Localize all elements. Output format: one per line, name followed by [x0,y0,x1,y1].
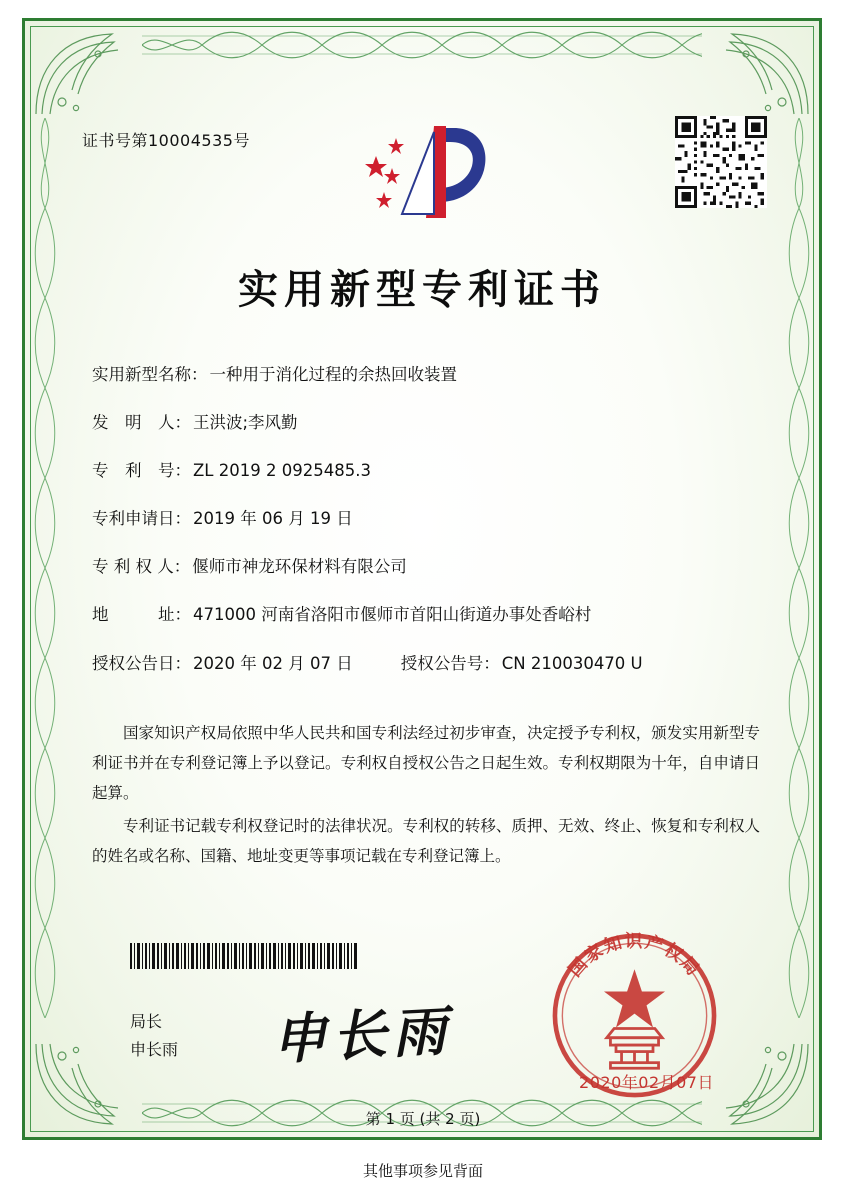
certificate-number: 证书号第10004535号 [82,131,250,150]
field-value: ZL 2019 2 0925485.3 [193,461,371,481]
field-list [92,363,762,700]
field-value: 471000 河南省洛阳市偃师市首阳山街道办事处香峪村 [193,605,592,625]
paragraph-1: 国家知识产权局依照中华人民共和国专利法经过初步审查，决定授予专利权，颁发实用新型专利证书并在专利登记簿上予以登记。专利权自授权公告之日起生效。专利权期限为十年，自申请日起算。 [92,724,760,803]
field-patentee [92,555,762,578]
field-label: 专 利 号： [92,461,191,481]
top-edge-ornament [142,28,702,62]
grant-date-label: 授权公告日： [92,653,191,673]
right-edge-ornament [786,118,812,1018]
seal-date: 2020年02月07日 [579,1073,714,1092]
qr-code-icon [675,116,767,208]
cnipa-logo-icon [362,118,492,228]
field-value: 一种用于消化过程的余热回收装置 [209,365,457,384]
page-title: 实用新型专利证书 [238,267,606,313]
body-text [92,718,760,873]
field-patent-number [92,459,762,482]
handwritten-signature: 申长雨 [270,998,454,1072]
barcode [130,943,360,969]
left-edge-ornament [32,118,58,1018]
field-value: 偃师市神龙环保材料有限公司 [192,557,407,577]
field-label: 实用新型名称： [92,365,208,384]
director-title: 局长 [130,1012,163,1031]
field-label: 专 利 权 人： [92,557,191,577]
corner-ornament-top-left [32,28,152,118]
svg-text:国家知识产权局: 国家知识产权局 [565,932,704,982]
grant-date-value: 2020 年 02 月 07 日 [193,653,353,673]
field-utility-model-name [92,363,762,386]
signature-labels [130,1008,178,1064]
field-label: 地 址： [92,605,191,625]
director-name: 申长雨 [130,1040,179,1059]
corner-ornament-top-right [692,28,812,118]
paragraph-2: 专利证书记载专利权登记时的法律状况。专利权的转移、质押、无效、终止、恢复和专利权人的姓名或名称、国籍、地址变更等事项记载在专利登记簿上。 [92,816,760,865]
field-inventor [92,411,762,434]
field-label: 发 明 人： [92,413,191,433]
patent-certificate [22,18,822,1140]
field-value: 王洪波;李风勤 [193,413,298,433]
field-label: 专利申请日： [92,509,191,529]
grant-number-value: CN 210030470 U [501,653,643,673]
grant-number-label: 授权公告号： [400,653,500,673]
field-address [92,603,762,626]
back-note: 其他事项参见背面 [362,1162,483,1180]
field-value: 2019 年 06 月 19 日 [193,509,353,529]
field-grant-announcement [92,652,762,675]
field-application-date [92,507,762,530]
page-number: 第 1 页 (共 2 页) [365,1110,481,1128]
